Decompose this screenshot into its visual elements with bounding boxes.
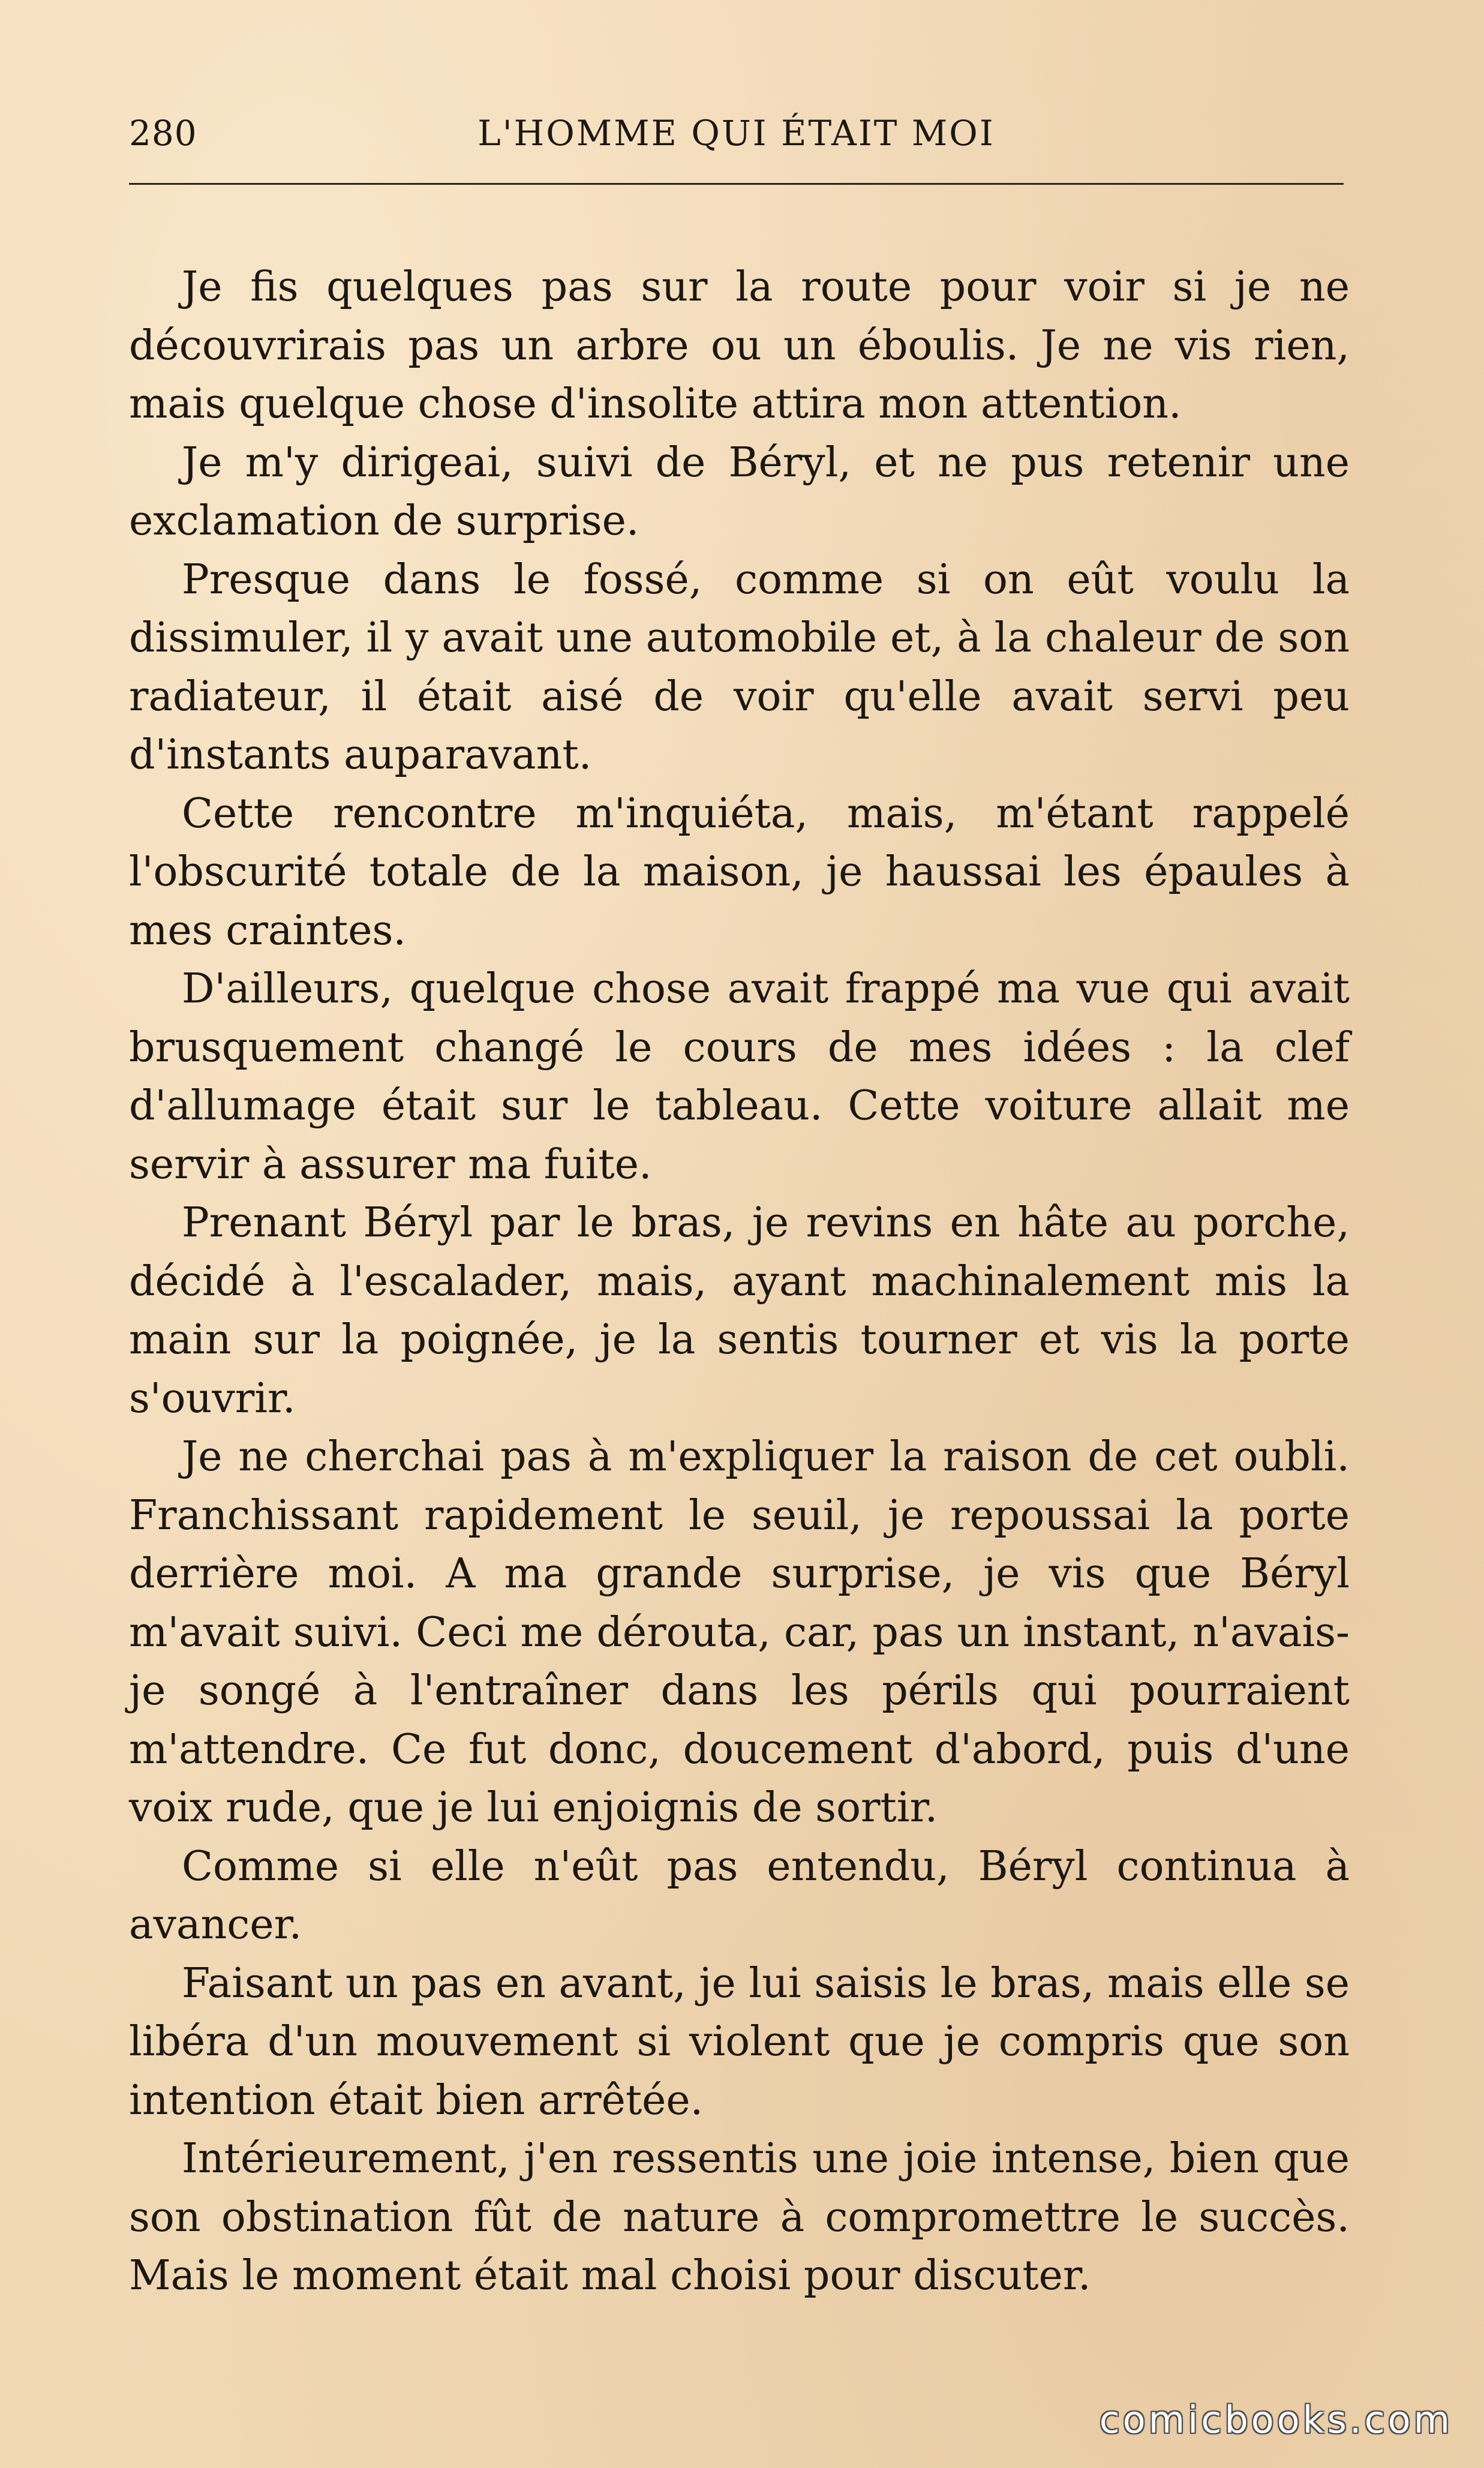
book-title: L'HOMME QUI ÉTAIT MOI [477,113,995,154]
paragraph: Je m'y dirigeai, suivi de Béryl, et ne pus retenir une exclamation de surprise. [129,439,1350,545]
header-rule [129,183,1344,185]
paragraph: Je fis quelques pas sur la route pour voir si je ne découvrirais pas un arbre ou un éboulis. Je ne vis rien, mais quelque chose d'insolite attira mon attention. [129,263,1350,428]
paragraph: Je ne cherchai pas à m'expliquer la raison de cet oubli. Franchissant rapidement le seuil, je repoussai la porte derrière moi. A ma grande surprise, je vis que Béryl m'avait suivi. Ceci me dérouta, car, pas un instant, n'avais-je songé à l'entraîner dans les périls qui pourraient m'attendre. Ce fut donc, doucement d'abord, puis d'une voix rude, que je lui enjoignis de sortir. [129,1433,1350,1832]
paragraph: D'ailleurs, quelque chose avait frappé ma vue qui avait brusquement changé le cours de mes idées : la clef d'allumage était sur le tableau. Cette voiture allait me servir à assurer ma fuite. [129,965,1350,1188]
page-number: 280 [129,113,197,154]
paragraph: Intérieurement, j'en ressentis une joie intense, bien que son obstination fût de nature à compromettre le succès. Mais le moment était mal choisi pour discuter. [129,2135,1350,2299]
running-head [129,102,1344,168]
paragraph: Prenant Béryl par le bras, je revins en hâte au porche, décidé à l'escalader, mais, ayant machinalement mis la main sur la poignée, je la sentis tourner et vis la porte s'ouvrir. [129,1199,1350,1422]
paragraph: Faisant un pas en avant, je lui saisis le bras, mais elle se libéra d'un mouvement si violent que je compris que son intention était bien arrêtée. [129,1959,1350,2124]
paragraph: Presque dans le fossé, comme si on eût voulu la dissimuler, il y avait une automobile et, à la chaleur de son radiateur, il était aisé de voir qu'elle avait servi peu d'instants auparavant. [129,556,1350,779]
paragraph: Cette rencontre m'inquiéta, mais, m'étant rappelé l'obscurité totale de la maison, je haussai les épaules à mes craintes. [129,789,1350,954]
watermark: comicbooks.com [1099,2398,1453,2442]
body-text [129,258,1350,2305]
paragraph: Comme si elle n'eût pas entendu, Béryl continua à avancer. [129,1842,1350,1948]
